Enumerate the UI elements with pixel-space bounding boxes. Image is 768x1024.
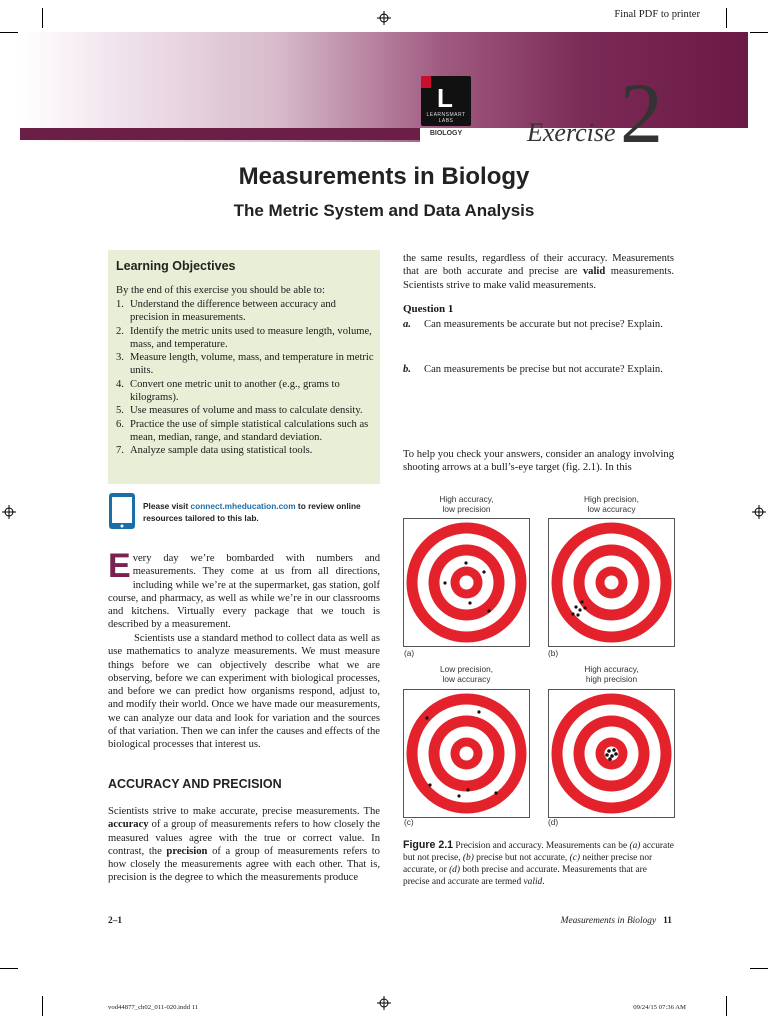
- crop-mark: [42, 996, 43, 1016]
- panel-c-label: [403, 664, 530, 684]
- analogy-paragraph: To help you check your answers, consider an analogy involving shooting arrows at a bull’s-eye target (fig. 2.1). In this: [403, 449, 674, 474]
- running-footer: [480, 916, 672, 926]
- text-run: Scientists strive to make accurate, precise measurements. The: [108, 806, 380, 817]
- text-run: (c): [569, 853, 581, 863]
- timestamp-slug: 09/24/15 07:36 AM: [633, 1004, 686, 1011]
- panel-a-letter: (a): [404, 648, 415, 658]
- target-panel-a: [403, 518, 530, 647]
- panel-d-label: [548, 664, 675, 684]
- panel-b-label: [548, 494, 675, 514]
- list-text: Understand the difference between accuracy and precision in measurements.: [130, 299, 336, 324]
- registration-mark-icon: [752, 505, 766, 519]
- logo-red-tab: [421, 76, 431, 88]
- registration-mark-icon: [377, 996, 391, 1010]
- tablet-icon: [108, 492, 136, 530]
- panel-d-letter: (d): [548, 817, 559, 827]
- connect-link[interactable]: connect.mheducation.com: [190, 501, 296, 511]
- logo-subtitle: LEARNSMART LABS: [426, 112, 466, 124]
- page-title: Measurements in Biology: [238, 163, 530, 190]
- text-run: valid: [523, 877, 543, 887]
- methods-paragraph: Scientists use a standard method to collect data as well as use mathematics to analyze measurements. We must measure things before we can objectively describe what we are observing, before we can experiment with biological processes, and before we can predict how organisms respond, adjust to, and modify their world. Once we have made our measurements, we can analyze our data and look for variation and the sources of that variation. Then we can infer the causes and effects of the biological processes that interest us.: [108, 633, 380, 751]
- list-item: [116, 298, 376, 325]
- list-text: Measure length, volume, mass, and temperature in metric units.: [130, 352, 374, 377]
- caption-heading: Figure 2.1: [403, 839, 454, 851]
- panel-c-letter: (c): [404, 817, 414, 827]
- target-panel-d: [548, 689, 675, 818]
- text-run: accurate but not precise,: [403, 841, 674, 863]
- figure-caption: [403, 839, 674, 888]
- page-subtitle: The Metric System and Data Analysis: [233, 201, 535, 220]
- text-run: .: [542, 877, 545, 887]
- list-text: Convert one metric unit to another (e.g., grams to kilograms).: [130, 378, 340, 404]
- label-line: High accuracy,: [584, 664, 639, 674]
- online-resources-note: [143, 500, 383, 524]
- accuracy-paragraph: [108, 805, 380, 885]
- term-valid: valid: [582, 266, 606, 278]
- online-suffix: to review online resources tailored to this lab.: [143, 501, 361, 523]
- crop-mark: [750, 32, 768, 33]
- list-number: 5.: [116, 405, 124, 417]
- exercise-number: 2: [620, 65, 663, 161]
- term-precision: precision: [166, 845, 208, 857]
- text-run: both precise and accurate. Measurements that are precise and accurate are termed: [403, 865, 647, 887]
- registration-mark-icon: [377, 11, 391, 25]
- registration-mark-icon: [2, 505, 16, 519]
- list-item: [116, 404, 376, 417]
- page-number: 11: [663, 916, 672, 926]
- list-number: 2.: [116, 325, 124, 337]
- list-text: Practice the use of simple statistical calculations such as mean, median, range, and standard deviation.: [130, 418, 369, 443]
- list-item: [116, 351, 376, 378]
- list-text: Identify the metric units used to measure length, volume, mass, and temperature.: [130, 325, 372, 350]
- text-run: (b): [462, 853, 474, 863]
- text-run: of a group of measurements refers to how closely the measured values agree with the true or correct value. In contrast, the: [108, 819, 380, 857]
- list-number: 7.: [116, 445, 124, 457]
- question-b: [403, 363, 674, 376]
- list-item: [116, 444, 376, 457]
- text-run: Precision and accuracy. Measurements can be: [453, 841, 630, 851]
- label-line: low accuracy: [587, 504, 636, 514]
- intro-text: very day we’re bombarded with numbers and measurements. They come at us from all directions, including while we’re at the supermarket, gas station, golf course, and pharmacy, as well as while we’re in our classrooms and kitchens. Virtually every package that we touch is described by a measurement.: [108, 553, 380, 631]
- valid-paragraph: [403, 252, 674, 292]
- crop-mark: [0, 32, 18, 33]
- drop-cap: E: [108, 547, 131, 585]
- question-text: Can measurements be accurate but not precise? Explain.: [424, 319, 663, 330]
- printer-note: Final PDF to printer: [614, 9, 700, 20]
- learning-objectives-list: [116, 298, 376, 458]
- section-heading: ACCURACY AND PRECISION: [108, 777, 282, 791]
- brand-label: BIOLOGY: [429, 130, 463, 137]
- text-run: neither precise nor accurate, or: [403, 853, 653, 875]
- question-heading: Question 1: [403, 303, 454, 315]
- logo-letter: L: [437, 83, 453, 113]
- text-run: measurements. Scientists strive to make valid measurements.: [403, 266, 674, 291]
- crop-mark: [0, 968, 18, 969]
- learning-objectives-intro: By the end of this exercise you should be able to:: [116, 285, 325, 296]
- label-line: low accuracy: [442, 674, 491, 684]
- text-run: precise but not accurate,: [473, 853, 570, 863]
- page-code: 2–1: [108, 916, 123, 926]
- text-run: (d): [449, 865, 460, 875]
- crop-mark: [42, 8, 43, 28]
- label-line: High precision,: [584, 494, 639, 504]
- target-panel-c: [403, 689, 530, 818]
- panel-a-label: [403, 494, 530, 514]
- learning-objectives-heading: Learning Objectives: [116, 259, 236, 273]
- question-a: [403, 318, 674, 331]
- list-number: 1.: [116, 299, 124, 310]
- list-item: [116, 325, 376, 352]
- list-item: [116, 418, 376, 445]
- term-accuracy: accuracy: [108, 819, 149, 831]
- running-title: Measurements in Biology: [560, 916, 657, 926]
- crop-mark: [726, 996, 727, 1016]
- list-number: 4.: [116, 378, 124, 390]
- file-slug: vod44877_ch02_011-020.indd 11: [108, 1004, 199, 1011]
- crop-mark: [750, 968, 768, 969]
- label-line: low precision: [442, 504, 491, 514]
- list-text: Analyze sample data using statistical tools.: [130, 445, 313, 457]
- label-line: high precision: [585, 674, 638, 684]
- text-run: (a): [629, 841, 641, 851]
- list-number: 3.: [116, 352, 124, 364]
- question-letter: b.: [403, 364, 411, 375]
- list-item: [116, 378, 376, 405]
- label-line: High accuracy,: [439, 494, 494, 504]
- target-panel-b: [548, 518, 675, 647]
- list-text: Use measures of volume and mass to calculate density.: [130, 405, 363, 417]
- crop-mark: [726, 8, 727, 28]
- intro-paragraph: [108, 547, 380, 632]
- panel-b-letter: (b): [548, 648, 559, 658]
- text-run: of a group of measurements refers to how closely the measurements agree with each other. That is, precision is the degree to which the measurements produce: [108, 845, 380, 884]
- label-line: Low precision,: [439, 664, 494, 674]
- text-run: the same results, regardless of their accuracy. Measurements that are both accurate and precise are: [403, 253, 674, 278]
- list-number: 6.: [116, 418, 124, 430]
- online-prefix: Please visit: [143, 501, 191, 511]
- question-letter: a.: [403, 319, 411, 330]
- question-text: Can measurements be precise but not accurate? Explain.: [424, 364, 663, 375]
- exercise-label: Exercise: [527, 118, 616, 147]
